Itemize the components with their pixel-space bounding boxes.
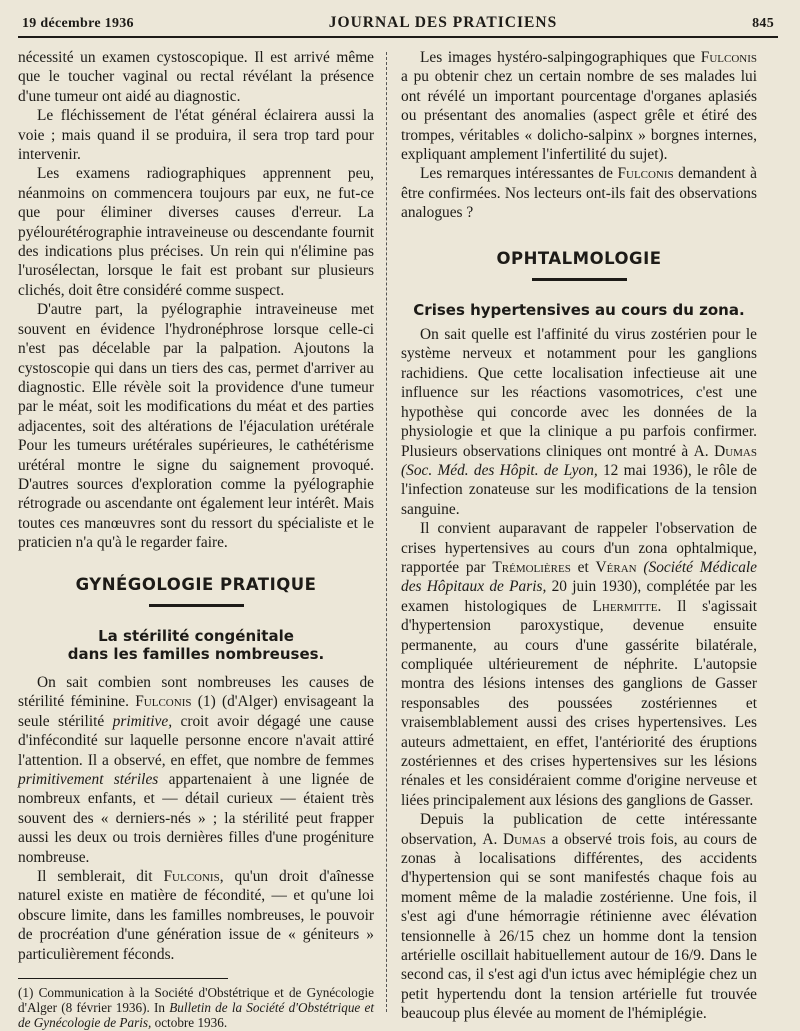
italic-run: (Soc. Méd. des Hôpit. de Lyon, <box>401 461 598 479</box>
author-name: A. Dumas <box>482 830 546 848</box>
text-run: . Il s'agissait d'hypertension paroxystique, devenue ensuite permanente, au cours d'une gassérite bilatérale, compliquée ultérieurement de néphrite. L'autopsie montra des lésions intenses des ganglions de Gasser responsables des poussées zostériennes et vraisemblablement aussi des crises hypertensives. Les auteurs admettaient, en effet, l'antériorité des éruptions zostériennes et des crises hypertensives sur les lésions rénales et les considéraient comme d'origine nerveuse et liées principalement aux lésions des ganglions de Gasser. <box>401 597 757 809</box>
footnote-divider <box>18 978 228 979</box>
text-run: Les remarques intéressantes de <box>420 165 618 183</box>
right-paragraph-4 <box>401 519 757 810</box>
left-paragraph-1: nécessité un examen cystoscopique. Il est arrivé même que le toucher vaginal ou rectal révélant la présence d'une tumeur ont aidé au diagnostic. <box>18 49 374 105</box>
author-name: Véran <box>595 558 637 576</box>
article-title-line-1: La stérilité congénitale <box>98 626 294 645</box>
text-run: demandent à être confirmées. Nos lecteurs ont-ils fait des observations analogues ? <box>401 165 757 222</box>
header-date: 19 décembre 1936 <box>22 16 134 31</box>
author-name: Trémolières <box>492 558 571 576</box>
journal-title: JOURNAL DES PRATICIENS <box>328 14 558 31</box>
right-column <box>387 48 757 1030</box>
left-paragraph-2: Le fléchissement de l'état général éclairera aussi la voie ; mais quand il se produira, il sera trop tard pour intervenir. <box>18 107 374 164</box>
italic-run: primitive, <box>112 712 173 730</box>
left-paragraph-5 <box>18 673 374 867</box>
text-run: 20 juin 1930), complétée par les examen histologiques de <box>401 578 757 615</box>
section-heading-gynecology: GYNÉGOLOGIE PRATIQUE <box>75 574 317 594</box>
right-paragraph-5 <box>401 810 757 1023</box>
page-number: 845 <box>752 16 774 31</box>
text-run: , qu'un droit d'aînesse naturel existe en matière de fécondité, — et qu'une loi obscure limite, dans les familles nombreuses, le pouvoir de procréation d'une génération issue de « géniteurs » particulièrement féconds. <box>18 868 374 963</box>
author-name: A. Dumas <box>693 442 757 460</box>
right-paragraph-1 <box>401 48 757 164</box>
text-run: Depuis la publication de cette intéressante observation, <box>401 811 757 848</box>
footnote-1 <box>18 985 374 1030</box>
right-paragraph-2 <box>401 164 757 222</box>
section-divider <box>149 604 244 607</box>
article-title-sterility <box>18 627 374 663</box>
text-run: a pu obtenir chez un certain nombre de ses malades lui ont révélé un important pourcentage d'organes aplasiés ou présentant des anomalies (aspect grêle et étiré des trompes, véritables « dolicho-salpinx » borgnes internes, expliquant amplement l'infertilité du sujet). <box>401 68 757 164</box>
italic-run: Bulletin de la Société d'Obstétrique et de Gynécologie de Paris, <box>18 1000 374 1031</box>
italic-run: (Société Médicale des Hôpitaux de Paris, <box>401 558 758 596</box>
running-header <box>18 14 778 38</box>
section-divider <box>532 278 627 281</box>
left-paragraph-6 <box>18 867 374 964</box>
text-run: On sait quelle est l'affinité du virus zostérien pour le système nerveux et notamment pour les ganglions rachidiens. Que cette localisation infectieuse ait une influence sur les réactions vasomotrices, c'est une hypothèse qui concorde avec les données de la physiologie et que la clinique a pu parfois confirmer. Plusieurs observations cliniques ont montré à <box>401 326 757 460</box>
author-name: Fulconis <box>700 49 757 66</box>
article-title-zona: Crises hypertensives au cours du zona. <box>413 301 745 320</box>
left-column <box>18 48 386 1030</box>
section-heading-ophthalmology: OPHTALMOLOGIE <box>496 248 662 268</box>
author-name: Fulconis <box>163 868 220 886</box>
text-run: (1) Communication à la Société d'Obstétrique et de Gynécologie d'Alger (8 février 1936). In <box>18 985 374 1016</box>
text-run: 12 mai 1936), le rôle de l'infection zonateuse sur les modifications de la tension sanguine. <box>401 461 757 518</box>
text-run: croit avoir dégagé une cause d'infécondité sur laquelle personne encore n'avait attiré l'attention. Il a observé, en effet, que nombre de femmes <box>18 712 374 769</box>
text-run: et <box>570 558 596 576</box>
text-run: appartenaient à une lignée de nombreux enfants, et — détail curieux — étaient très souvent des « derniers-nés » ; la stérilité peut frapper aussi les deux ou trois dernières filles d'une progéniture nombreuse. <box>18 771 375 866</box>
text-run: Les images hystéro-salpingographiques que <box>420 49 701 66</box>
text-run: Il convient auparavant de rappeler l'observation de crises hypertensives au cours d'un zona ophtalmique, rapportée par <box>401 520 757 576</box>
two-column-body <box>18 48 778 1030</box>
text-run: (1) (d'Alger) envisageant la seule stérilité <box>18 693 375 730</box>
right-paragraph-3 <box>401 325 757 519</box>
left-paragraph-3: Les examens radiographiques apprennent peu, néanmoins on commencera toujours par eux, ne fut-ce que pour éliminer diverses causes d'erreur. La pyélourétérographie intraveineuse ou descendante fournit des indications plus précises. Un rein qui n'élimine pas l'urosélectan, lorsque le fait est probant sur plusieurs clichés, doit être considéré comme suspect. <box>18 165 374 299</box>
text-run: On sait combien sont nombreuses les causes de stérilité féminine. <box>18 673 374 711</box>
text-run: a observé trois fois, au cours de zonas à localisations différentes, des accidents d'hypertension qui se sont manifestés chaque fois au moment même de la maladie zostérienne. Une fois, il s'est agi d'une hémorragie rétinienne avec élévation tensionnelle à 26/15 chez un homme dont la tension artérielle oscillait habituellement autour de 16/9. Dans le second cas, il s'est agi d'un ictus avec hémiplégie chez un petit hypertendu dont la tension artérielle fut trouvée beaucoup plus élevée au moment de l'hémiplégie. <box>401 830 757 1023</box>
author-name: Fulconis <box>135 693 192 711</box>
left-paragraph-4: D'autre part, la pyélographie intraveineuse met souvent en évidence l'hydronéphrose lorsque celle-ci n'est pas décelable par la palpation. Ajoutons la cystoscopie qui dans un tiers des cas, permet d'arriver au diagnostic. Elle révèle soit la providence d'une tumeur par le méat, soit les modifications du méat et des parties adjacentes, soit des altérations de l'éjaculation urétérale Pour les tumeurs urétérales supérieures, le cathétérisme urétéral montre le signe du saignement provoqué. D'autres sources d'exploration comme la pyélographie rétrograde ou ascendante ont également leur intérêt. Mais toutes ces manœuvres sont du ressort du spécialiste et le praticien n'a qu'à le regarder faire. <box>18 301 374 552</box>
text-run: octobre 1936. <box>151 1015 228 1031</box>
text-run: Il semblerait, dit <box>37 868 164 886</box>
article-title-line-2: dans les familles nombreuses. <box>67 644 325 663</box>
author-name: Lhermitte <box>592 597 658 615</box>
author-name: Fulconis <box>617 165 674 183</box>
italic-run: primitivement stériles <box>18 771 159 788</box>
